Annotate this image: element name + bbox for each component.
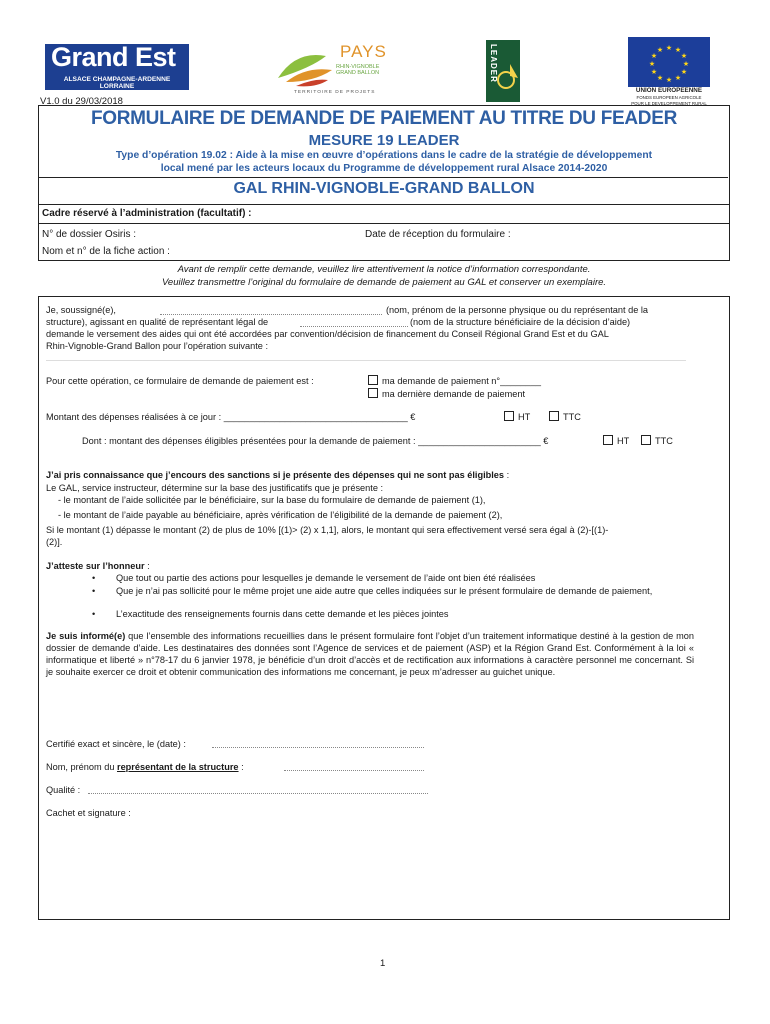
ht-label: HT: [518, 412, 531, 422]
atteste-colon: :: [144, 561, 150, 571]
svg-text:★: ★: [648, 60, 656, 68]
certifie-label: Certifié exact et sincère, le (date) :: [46, 739, 186, 749]
bullet-montant-payable-text: le montant de l’aide payable au bénéficiaire, après vérification de l’éligibilité de la demande de paiement (2),: [63, 510, 503, 520]
svg-text:★: ★: [665, 76, 673, 84]
pays-logo: [274, 38, 394, 96]
osiris-number-field[interactable]: N° de dossier Osiris :: [42, 229, 137, 240]
qualite-label: Qualité :: [46, 785, 81, 795]
header-divider: [39, 177, 728, 178]
attestation-3: L’exactitude des renseignements fournis dans cette demande et les pièces jointes: [116, 609, 449, 619]
sanctions-heading: [46, 469, 509, 481]
dont-ttc-label: TTC: [655, 436, 673, 446]
version-label: V1.0 du 29/03/2018: [40, 96, 123, 107]
reception-date-field[interactable]: Date de réception du formulaire :: [365, 229, 511, 240]
svg-text:★: ★: [674, 46, 682, 54]
representant-label: représentant de la structure: [117, 762, 239, 772]
pays-logo-tag: TERRITOIRE DE PROJETS: [294, 90, 376, 95]
ttc-label: TTC: [563, 412, 581, 422]
form-title: FORMULAIRE DE DEMANDE DE PAIEMENT AU TITRE DU FEADER: [90, 108, 678, 129]
grand-est-logo: [45, 44, 189, 90]
si-montant-line2: (2)].: [46, 537, 63, 547]
svg-text:★: ★: [682, 60, 690, 68]
operation-type: [50, 149, 718, 175]
qualite-input[interactable]: [88, 793, 428, 794]
svg-text:★: ★: [650, 52, 658, 60]
nom-prenom-representant: [46, 761, 244, 773]
informe-text: que l’ensemble des informations recueillies dans le présent formulaire font l’objet d’un traitement informatique destiné à la gestion de mon dossier de demande d’aide. Les destinataires des données sont l’Agence de services et de paiement (ASP) et la Région Grand Est. Conformément à la loi « informatique et liberté » n°78-17 du 6 janvier 1978, je bénéficie d’un droit d’accès et de rectification aux informations à caractère personnel me concernant. Si je souhaite exercer ce droit et obtenir communication des informations me concernant, je peux m’adresser au guichet unique.: [46, 631, 694, 677]
option-derniere-label: ma dernière demande de paiement: [382, 389, 526, 399]
pour-cette-operation: Pour cette opération, ce formulaire de demande de paiement est :: [46, 376, 314, 386]
gal-determine: Le GAL, service instructeur, détermine sur la base des justificatifs que je présente :: [46, 483, 384, 493]
nom-colon: :: [238, 762, 244, 772]
svg-text:★: ★: [656, 74, 664, 82]
bullet-montant-sollicite: - le montant de l’aide sollicitée par le bénéficiaire, sur la base du formulaire de demande de paiement (1),: [58, 495, 486, 505]
bullet-icon: •: [92, 586, 96, 596]
demande-line1: demande le versement des aides qui ont été accordées par convention/décision de financement du Conseil Régional Grand Est et du GAL: [46, 329, 609, 339]
cachet-label: Cachet et signature :: [46, 808, 131, 818]
leader-logo-text: LEADER: [489, 44, 498, 83]
eu-flag: [628, 37, 710, 87]
eu-caption-sub2: POUR LE DEVELOPPEMENT RURAL: [631, 101, 707, 106]
name-input[interactable]: [160, 314, 382, 315]
gal-title: GAL RHIN-VIGNOBLE-GRAND BALLON: [233, 180, 535, 197]
checkbox-derniere[interactable]: [368, 388, 378, 398]
svg-text:★: ★: [656, 46, 664, 54]
checkbox-montant-ttc[interactable]: [549, 411, 559, 421]
montant-label: Montant des dépenses réalisées à ce jour : ____________________________________ €: [46, 412, 416, 422]
bullet-montant-payable: - le montant de l’aide payable au bénéficiaire, après vérification de l’éligibilité de la demande de paiement (2),: [58, 510, 503, 520]
name-hint: (nom, prénom de la personne physique ou du représentant de la: [386, 305, 649, 315]
svg-text:★: ★: [680, 68, 688, 76]
demande-line2: Rhin-Vignoble-Grand Ballon pour l’opération suivante :: [46, 341, 268, 351]
dont-ttc[interactable]: [641, 435, 673, 447]
notice-line2: Veuillez transmettre l’original du formulaire de demande de paiement au GAL et conserver un exemplaire.: [161, 277, 607, 288]
bullet-montant-sollicite-text: le montant de l’aide sollicitée par le bénéficiaire, sur la base du formulaire de demande de paiement (1),: [63, 495, 486, 505]
grand-est-logo-text: Grand Est: [51, 42, 176, 72]
eu-caption-title: UNION EUROPEENNE: [635, 87, 703, 94]
admin-divider: [38, 223, 730, 224]
pays-logo-sub: RHIN-VIGNOBLE GRAND BALLON: [336, 64, 380, 76]
atteste-title: J’atteste sur l’honneur: [46, 561, 145, 571]
attestation-1: Que tout ou partie des actions pour lesquelles je demande le versement de l’aide ont bien été réalisées: [116, 573, 536, 583]
nom-prenom-label: Nom, prénom du: [46, 762, 115, 772]
bullet-icon: •: [92, 609, 96, 619]
operation-type-line2: local mené par les acteurs locaux du Programme de développement rural Alsace 2014-2020: [160, 163, 608, 174]
leader-logo: [486, 40, 520, 102]
admin-title: Cadre réservé à l’administration (facultatif) :: [42, 208, 252, 219]
structure-hint: (nom de la structure bénéficiaire de la décision d’aide): [410, 317, 631, 327]
pays-leaf-icon: [276, 48, 336, 88]
montant-ht[interactable]: [504, 411, 530, 423]
checkbox-dont-ht[interactable]: [603, 435, 613, 445]
representant-input[interactable]: [284, 770, 424, 771]
operation-type-line1: Type d’opération 19.02 : Aide à la mise en œuvre d’opérations dans le cadre de la stratégie de développement: [115, 150, 653, 161]
pays-logo-word: PAYS: [340, 42, 387, 61]
dont-ht[interactable]: [603, 435, 629, 447]
eu-stars-icon: [628, 37, 710, 87]
checkbox-montant-ht[interactable]: [504, 411, 514, 421]
option-demande-n-label: ma demande de paiement n°________: [382, 376, 541, 386]
grand-est-logo-subtext: ALSACE CHAMPAGNE-ARDENNE LORRAINE: [48, 76, 186, 90]
structure-input[interactable]: [300, 326, 408, 327]
sanctions-colon: :: [504, 470, 510, 480]
informe-paragraph: [46, 630, 694, 678]
notice-line1: Avant de remplir cette demande, veuillez lire attentivement la notice d’information correspondante.: [177, 264, 591, 275]
svg-text:★: ★: [650, 68, 658, 76]
structure-text: structure), agissant en qualité de représentant légal de: [46, 317, 269, 327]
operation-input[interactable]: [46, 360, 686, 361]
leader-emblem-icon: [496, 62, 520, 92]
bullet-icon: •: [92, 573, 96, 583]
date-input[interactable]: [212, 747, 424, 748]
dont-ht-label: HT: [617, 436, 630, 446]
fiche-action-field[interactable]: Nom et n° de la fiche action :: [42, 246, 170, 257]
svg-text:★: ★: [674, 74, 682, 82]
eu-caption-sub1: FONDS EUROPEEN AGRICOLE: [636, 94, 702, 100]
montant-ttc[interactable]: [549, 411, 581, 423]
page-number: 1: [380, 958, 386, 969]
informe-bold: Je suis informé(e): [46, 631, 126, 641]
si-montant-line1: Si le montant (1) dépasse le montant (2) de plus de 10% [(1)> (2) x 1,1], alors, le montant qui sera effectivement versé sera égal à (2)-[(1)-: [46, 525, 609, 535]
svg-text:★: ★: [665, 44, 673, 52]
option-demande-n[interactable]: [368, 375, 541, 387]
option-derniere[interactable]: [368, 388, 525, 400]
sanctions-title: J’ai pris connaissance que j’encours des sanctions si je présente des dépenses qui ne sont pas éligibles: [46, 470, 505, 480]
svg-text:★: ★: [680, 52, 688, 60]
checkbox-demande-n[interactable]: [368, 375, 378, 385]
dont-label: Dont : montant des dépenses éligibles présentées pour la demande de paiement : ________________________ €: [82, 436, 549, 446]
form-subtitle: MESURE 19 LEADER: [308, 132, 460, 149]
checkbox-dont-ttc[interactable]: [641, 435, 651, 445]
atteste-heading: [46, 560, 150, 572]
je-soussigne-label: Je, soussigné(e),: [46, 305, 116, 315]
attestation-2: Que je n’ai pas sollicité pour le même projet une aide autre que celles indiquées sur le présent formulaire de demande de paiement,: [116, 586, 653, 596]
